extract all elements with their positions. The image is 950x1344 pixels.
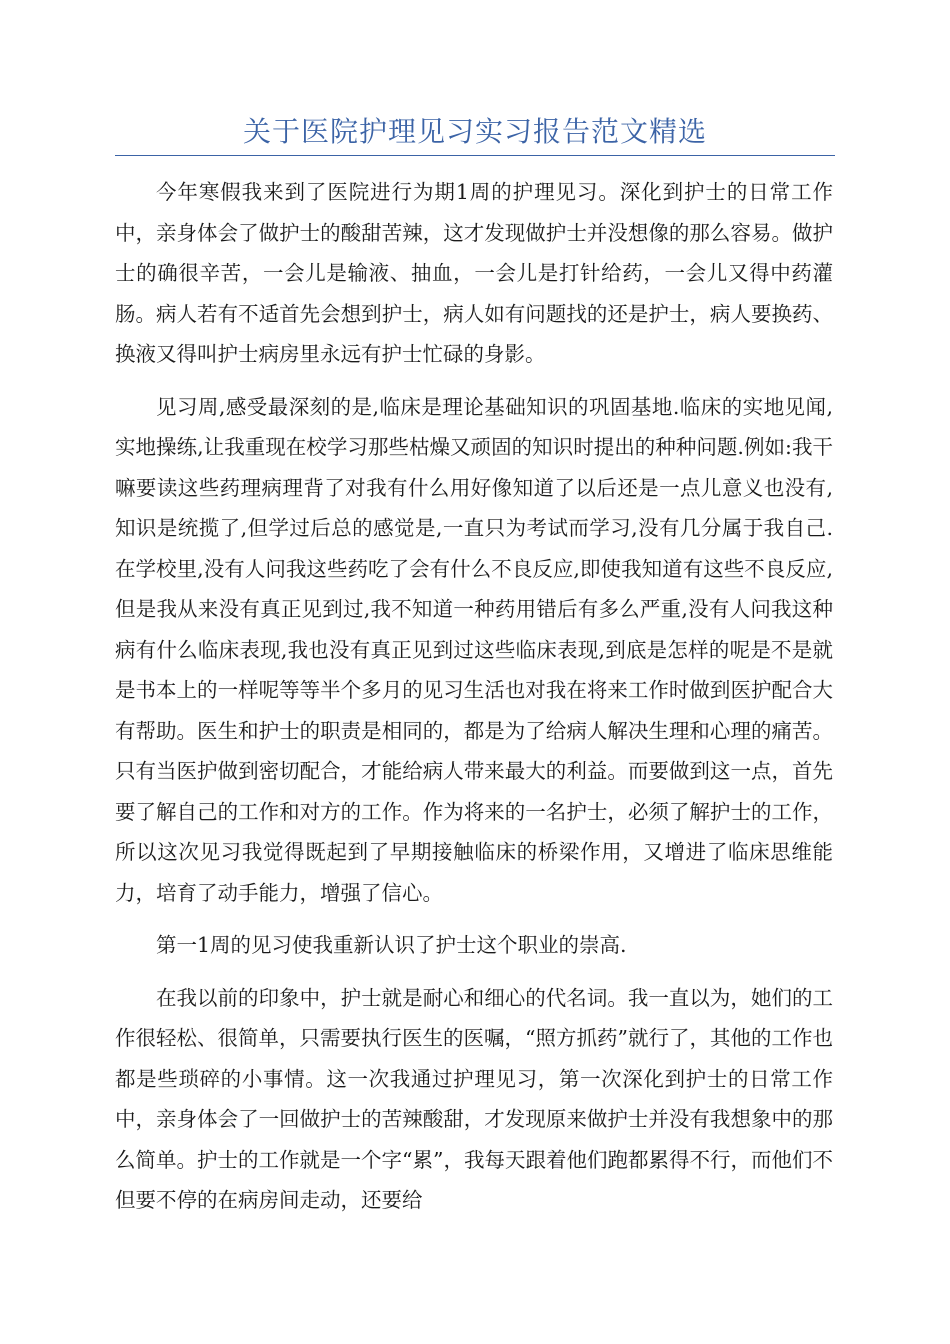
paragraph-2: 见习周,感受最深刻的是,临床是理论基础知识的巩固基地.临床的实地见闻,实地操练,让我重现在校学习那些枯燥又顽固的知识时提出的种种问题.例如:我干嘛要读这些药理病理背了对我有什么用好像知道了以后还是一点儿意义也没有,知识是统揽了,但学过后总的感觉是,一直只为考试而学习,没有几分属于我自己.在学校里,没有人问我这些药吃了会有什么不良反应,即使我知道有这些不良反应,但是我从来没有真正见到过,我不知道一种药用错后有多么严重,没有人问我这种病有什么临床表现,我也没有真正见到过这些临床表现,到底是怎样的呢是不是就是书本上的一样呢等等半个多月的见习生活也对我在将来工作时做到医护配合大有帮助。医生和护士的职责是相同的，都是为了给病人解决生理和心理的痛苦。只有当医护做到密切配合，才能给病人带来最大的利益。而要做到这一点，首先要了解自己的工作和对方的工作。作为将来的一名护士，必须了解护士的工作，所以这次见习我觉得既起到了早期接触临床的桥梁作用，又增进了临床思维能力，培育了动手能力，增强了信心。: [115, 394, 833, 905]
paragraph-1: 今年寒假我来到了医院进行为期1周的护理见习。深化到护士的日常工作中，亲身体会了做护士的酸甜苦辣，这才发现做护士并没想像的那么容易。做护士的确很辛苦，一会儿是输液、抽血，一会儿是打针给药，一会儿又得中药灌肠。病人若有不适首先会想到护士，病人如有问题找的还是护士，病人要换药、换液又得叫护士病房里永远有护士忙碌的身影。: [115, 180, 833, 366]
title-underline: [115, 155, 835, 156]
paragraph-4: 在我以前的印象中，护士就是耐心和细心的代名词。我一直以为，她们的工作很轻松、很简单，只需要执行医生的医嘱，“照方抓药”就行了，其他的工作也都是些琐碎的小事情。这一次我通过护理见习，第一次深化到护士的日常工作中，亲身体会了一回做护士的苦辣酸甜，才发现原来做护士并没有我想象中的那么简单。护士的工作就是一个字“累”，我每天跟着他们跑都累得不行，而他们不但要不停的在病房间走动，还要给: [115, 985, 833, 1212]
paragraph-3: 第一1周的见习使我重新认识了护士这个职业的崇高.: [156, 933, 627, 957]
document-title: 关于医院护理见习实习报告范文精选: [242, 115, 707, 148]
document-body: [115, 172, 833, 1233]
